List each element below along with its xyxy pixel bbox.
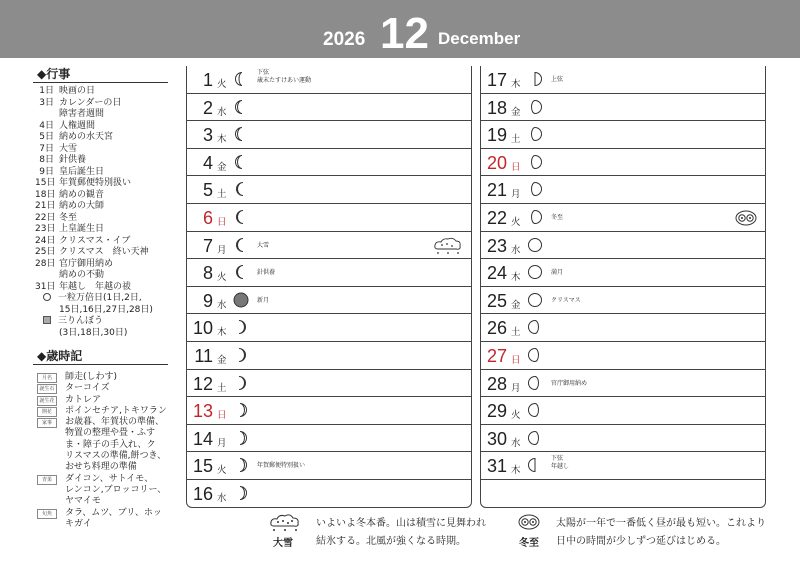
day-row — [187, 342, 471, 370]
day-note-line: 下弦 — [551, 455, 564, 463]
moon-phase-icon — [527, 375, 543, 391]
event-item — [35, 178, 171, 190]
day-row — [481, 425, 765, 453]
saijiki-item — [37, 485, 170, 496]
day-note — [551, 455, 569, 471]
moon-phase-icon — [527, 181, 543, 197]
bottom-right-label: 冬至 — [519, 538, 539, 549]
saijiki-text: リスマスの準備,餅つき、 — [65, 451, 167, 462]
day-number: 5 — [202, 180, 213, 201]
event-text: 納めの不動 — [59, 270, 105, 280]
day-number: 23 — [486, 235, 507, 256]
weekday-label: 金 — [511, 106, 521, 118]
weekday-label: 日 — [511, 161, 521, 173]
moon-phase-icon — [233, 237, 249, 253]
day-note — [257, 269, 275, 277]
day-note-line: 官庁御用納め — [551, 379, 588, 387]
day-row — [481, 259, 765, 287]
moon-phase-icon — [233, 181, 249, 197]
bottom-right-line: 日中の時間が少しずつ延びはじめる。 — [556, 536, 726, 547]
event-day: 4日 — [39, 120, 54, 131]
event-day: 9日 — [39, 166, 54, 177]
event-text: 大雪 — [59, 143, 78, 154]
saijiki-tag — [37, 463, 57, 473]
day-row — [187, 397, 471, 425]
event-item — [35, 132, 171, 144]
event-day: 7日 — [39, 143, 54, 154]
weekday-label: 水 — [511, 244, 521, 256]
events-title: ◆行事 — [37, 67, 71, 81]
event-text: 映画の日 — [59, 86, 96, 96]
day-note-line: 上弦 — [551, 76, 564, 83]
day-note-line: 満月 — [551, 269, 564, 277]
day-row — [481, 121, 765, 149]
day-row — [481, 287, 765, 315]
weekday-label: 金 — [511, 299, 521, 311]
saijiki-text: ターコイズ — [65, 383, 110, 394]
event-text: クリスマス・イブ — [59, 235, 131, 246]
day-number: 17 — [486, 70, 507, 90]
saijiki-tag — [37, 441, 57, 451]
event-day: 22日 — [35, 212, 56, 223]
day-row — [187, 370, 471, 398]
saijiki-item — [37, 496, 170, 507]
event-text: 三りんぼう — [58, 316, 104, 326]
day-number: 20 — [486, 152, 507, 173]
saijiki-item — [37, 395, 170, 406]
moon-phase-icon — [233, 126, 249, 142]
day-note — [257, 69, 311, 85]
saijiki-text: ヤマイモ — [65, 496, 101, 507]
day-row — [187, 66, 471, 94]
day-row — [481, 204, 765, 232]
bottom-left-line: いよいよ冬本番。山は積雪に見舞われ — [316, 518, 486, 529]
saijiki-item — [37, 462, 170, 473]
weekday-label: 木 — [511, 465, 521, 477]
event-item — [35, 236, 171, 248]
event-text: クリスマス 終い天神 — [59, 247, 149, 257]
saijiki-item — [37, 474, 170, 485]
event-text: 冬至 — [59, 212, 78, 223]
day-note-line: 冬至 — [551, 214, 564, 221]
day-number: 21 — [486, 180, 507, 201]
weekday-label: 火 — [217, 79, 227, 90]
event-day: 1日 — [39, 86, 54, 96]
year-label: 2026 — [323, 29, 366, 50]
day-row — [187, 204, 471, 232]
calendar-header — [0, 0, 800, 58]
moon-phase-icon — [527, 126, 543, 142]
yuzu-icon — [735, 208, 757, 230]
saijiki-tag: 誕生石 — [37, 384, 57, 394]
saijiki-item — [37, 372, 170, 383]
event-text: 人権週間 — [59, 120, 96, 131]
day-note — [551, 269, 563, 277]
day-number: 31 — [486, 456, 507, 477]
moon-phase-icon — [527, 237, 543, 253]
weekday-label: 日 — [511, 355, 521, 366]
moon-phase-icon — [527, 319, 543, 335]
event-text: 一粒万倍日(1日,2日, — [58, 293, 142, 303]
day-row — [481, 149, 765, 177]
event-text: カレンダーの日 — [59, 97, 122, 108]
day-number: 26 — [486, 318, 507, 339]
moon-phase-icon — [233, 375, 249, 391]
moon-phase-icon — [527, 292, 543, 308]
bottom-left-label: 大雪 — [273, 538, 293, 549]
day-row — [481, 370, 765, 398]
bottom-right-text — [556, 515, 766, 551]
saijiki-item — [37, 440, 170, 451]
saijiki-tag: 誕生花 — [37, 396, 57, 406]
saijiki-item — [37, 417, 170, 428]
day-note-line: クリスマス — [551, 296, 581, 304]
day-number: 18 — [486, 97, 507, 118]
day-row — [187, 149, 471, 177]
saijiki-tag: 旬魚 — [37, 509, 57, 519]
moon-phase-icon — [233, 485, 249, 501]
day-row — [187, 425, 471, 453]
day-row — [481, 66, 765, 94]
moon-phase-icon — [233, 264, 249, 280]
weekday-label: 月 — [511, 189, 521, 201]
weekday-label: 月 — [511, 382, 521, 394]
moon-phase-icon — [527, 457, 543, 473]
day-note — [257, 297, 269, 305]
day-number: 24 — [486, 263, 507, 284]
event-day — [35, 328, 59, 340]
day-number: 6 — [202, 208, 213, 228]
event-item — [35, 98, 171, 110]
weekday-label: 木 — [217, 134, 227, 146]
day-note-line: 歳末たすけあい運動 — [257, 77, 312, 84]
event-day — [35, 293, 59, 305]
event-item — [35, 86, 171, 98]
saijiki-text: レンコン,ブロッコリー、 — [65, 484, 167, 495]
saijiki-tag: 月名 — [37, 373, 57, 383]
event-text: 納めの大師 — [59, 201, 105, 211]
weekday-label: 火 — [217, 465, 227, 477]
circle-marker-icon — [43, 293, 51, 301]
event-day: 3日 — [39, 97, 54, 108]
event-text: 官庁御用納め — [59, 258, 114, 269]
moon-phase-icon — [527, 154, 543, 170]
saijiki-list — [37, 372, 170, 530]
event-day: 8日 — [39, 155, 54, 165]
moon-phase-icon — [233, 347, 249, 363]
day-note — [257, 462, 305, 470]
weekday-label: 土 — [511, 327, 521, 339]
event-text: 納めの観音 — [59, 189, 105, 200]
moon-phase-icon — [527, 71, 543, 87]
day-note-line: 年賀郵便特別扱い — [257, 462, 306, 470]
event-item — [35, 247, 171, 259]
event-text: 納めの水天宮 — [59, 132, 114, 142]
event-day — [35, 270, 59, 282]
event-item — [35, 167, 171, 179]
event-item — [35, 224, 171, 236]
day-row — [481, 452, 765, 480]
bottom-left-text — [316, 515, 486, 551]
saijiki-title: ◆歳時記 — [37, 349, 83, 363]
event-item — [35, 155, 171, 167]
day-number: 2 — [202, 97, 213, 118]
bottom-right-line: 太陽が一年で一番低く昼が最も短い。これより — [556, 518, 766, 529]
moon-phase-icon — [527, 209, 543, 225]
event-day: 15日 — [35, 178, 56, 188]
event-item — [35, 121, 171, 133]
weekday-label: 木 — [511, 272, 521, 284]
moon-phase-icon — [527, 99, 543, 115]
weekday-label: 火 — [217, 272, 227, 284]
day-row — [481, 176, 765, 204]
event-item — [35, 144, 171, 156]
event-item — [35, 259, 171, 271]
day-note-line: 下弦 — [257, 69, 270, 76]
day-row — [481, 397, 765, 425]
event-item — [35, 293, 171, 305]
saijiki-tag — [37, 497, 57, 507]
weekday-label: 月 — [217, 437, 227, 449]
bottom-left-line: 結氷する。北風が強くなる時期。 — [316, 536, 466, 547]
day-row — [187, 121, 471, 149]
day-row — [187, 452, 471, 480]
weekday-label: 火 — [511, 217, 521, 228]
saijiki-text: 師走(しわす) — [65, 372, 118, 382]
moon-phase-icon — [233, 292, 249, 308]
moon-phase-icon — [233, 71, 249, 87]
day-row — [187, 176, 471, 204]
moon-phase-icon — [527, 264, 543, 280]
day-number: 1 — [202, 70, 213, 90]
day-number: 12 — [192, 373, 213, 394]
event-item — [35, 109, 171, 121]
weekday-label: 水 — [217, 493, 227, 504]
day-row — [481, 342, 765, 370]
day-number: 16 — [192, 484, 213, 504]
event-day: 18日 — [35, 189, 56, 200]
saijiki-tag — [37, 429, 57, 439]
day-row — [187, 480, 471, 508]
day-number: 14 — [192, 428, 213, 449]
events-list — [35, 86, 171, 339]
day-number: 8 — [202, 263, 213, 284]
saijiki-text: キガイ — [65, 518, 92, 529]
event-day — [35, 316, 59, 328]
event-day: 28日 — [35, 258, 56, 269]
weekday-label: 水 — [217, 299, 227, 311]
moon-phase-icon — [233, 209, 249, 225]
weekday-label: 金 — [217, 161, 227, 173]
weekday-label: 水 — [511, 437, 521, 449]
day-row — [187, 232, 471, 260]
saijiki-text: ま・障子の手入れ、ク — [65, 439, 156, 450]
day-row — [481, 232, 765, 260]
day-row — [187, 314, 471, 342]
day-note-line: 年越し — [551, 463, 570, 471]
event-item — [35, 316, 171, 328]
weekday-label: 日 — [217, 217, 227, 228]
snow-cloud-icon — [433, 236, 463, 260]
event-item — [35, 270, 171, 282]
saijiki-tag — [37, 520, 57, 530]
saijiki-text: ダイコン、サトイモ、 — [65, 473, 154, 484]
event-text: 障害者週間 — [59, 109, 105, 119]
weekday-label: 火 — [511, 410, 521, 422]
event-day: 25日 — [35, 247, 56, 257]
event-item — [35, 305, 171, 317]
day-note-line: 新月 — [257, 296, 270, 304]
moon-phase-icon — [527, 402, 543, 418]
day-row — [187, 259, 471, 287]
day-note — [551, 297, 581, 305]
day-number: 15 — [192, 456, 213, 477]
saijiki-item — [37, 383, 170, 394]
empty-day-row — [481, 480, 765, 508]
day-number: 25 — [486, 290, 507, 311]
saijiki-item — [37, 406, 170, 417]
saijiki-text: ポインセチア,トキワラン — [65, 405, 167, 416]
event-text: 15日,16日,27日,28日) — [59, 304, 153, 315]
month-number: 12 — [380, 9, 429, 58]
day-number: 27 — [486, 346, 507, 366]
event-day: 31日 — [35, 281, 56, 292]
day-number: 28 — [486, 373, 507, 394]
event-text: (3日,18日,30日) — [59, 327, 128, 338]
day-note — [551, 214, 563, 222]
weekday-label: 月 — [217, 244, 227, 256]
event-day: 24日 — [35, 235, 56, 246]
moon-phase-icon — [233, 402, 249, 418]
saijiki-text: カトレア — [65, 394, 102, 405]
day-note-line: 大雪 — [257, 241, 270, 249]
saijiki-tag: 開花 — [37, 407, 57, 417]
day-note-line: 針供養 — [257, 269, 276, 277]
moon-phase-icon — [233, 99, 249, 115]
weekday-label: 日 — [217, 410, 227, 422]
saijiki-tag: 家事 — [37, 418, 57, 428]
snow-cloud-icon — [268, 512, 302, 532]
moon-phase-icon — [527, 430, 543, 446]
weekday-label: 土 — [511, 134, 521, 146]
saijiki-item — [37, 519, 170, 530]
event-day: 5日 — [39, 132, 54, 142]
weekday-label: 土 — [217, 189, 227, 201]
month-name: December — [438, 29, 521, 48]
moon-phase-icon — [233, 430, 249, 446]
yuzu-icon — [518, 512, 540, 530]
day-number: 4 — [202, 152, 213, 173]
event-text: 皇后誕生日 — [59, 166, 105, 177]
events-divider — [33, 82, 168, 83]
weekday-label: 水 — [217, 106, 227, 118]
saijiki-divider — [33, 364, 168, 365]
day-row — [481, 314, 765, 342]
event-item — [35, 201, 171, 213]
day-column-right — [480, 66, 766, 508]
saijiki-tag — [37, 486, 57, 496]
event-day — [35, 305, 59, 317]
saijiki-text: 物置の整理や畳・ふす — [65, 428, 156, 439]
moon-phase-icon — [527, 347, 543, 363]
event-text: 年越し 年越の祓 — [59, 281, 132, 292]
saijiki-item — [37, 508, 170, 519]
day-note — [257, 242, 269, 250]
event-text: 年賀郵便特別扱い — [59, 178, 132, 188]
weekday-label: 木 — [511, 79, 521, 90]
day-number: 29 — [486, 401, 507, 422]
day-number: 11 — [194, 346, 213, 366]
event-item — [35, 282, 171, 294]
moon-phase-icon — [233, 457, 249, 473]
saijiki-text: タラ、ムツ、ブリ、ホッ — [65, 507, 162, 518]
event-item — [35, 328, 171, 340]
event-item — [35, 213, 171, 225]
event-text: 上皇誕生日 — [59, 224, 105, 234]
event-day: 23日 — [35, 224, 56, 234]
saijiki-text: お歳暮、年賀状の準備、 — [65, 417, 165, 428]
day-number: 3 — [202, 125, 213, 146]
day-row — [187, 94, 471, 122]
event-text: 針供養 — [59, 155, 87, 165]
saijiki-item — [37, 451, 170, 462]
day-number: 13 — [192, 401, 213, 422]
saijiki-item — [37, 428, 170, 439]
event-day — [35, 109, 59, 121]
moon-phase-icon — [233, 319, 249, 335]
weekday-label: 金 — [217, 355, 227, 366]
day-number: 30 — [486, 428, 507, 449]
day-row — [481, 94, 765, 122]
day-number: 7 — [202, 235, 213, 256]
weekday-label: 土 — [217, 382, 227, 394]
event-day: 21日 — [35, 201, 56, 211]
square-marker-icon — [43, 316, 51, 324]
saijiki-text: おせち料理の準備 — [65, 462, 137, 473]
day-row — [187, 287, 471, 315]
event-item — [35, 190, 171, 202]
day-number: 19 — [486, 125, 507, 146]
day-number: 9 — [202, 290, 213, 311]
day-number: 22 — [486, 208, 507, 228]
saijiki-tag: 青果 — [37, 475, 57, 485]
day-note — [551, 76, 563, 84]
weekday-label: 木 — [217, 327, 227, 339]
day-note — [551, 380, 587, 388]
moon-phase-icon — [233, 154, 249, 170]
day-number: 10 — [192, 318, 213, 339]
saijiki-tag — [37, 452, 57, 462]
day-column-left — [186, 66, 472, 508]
